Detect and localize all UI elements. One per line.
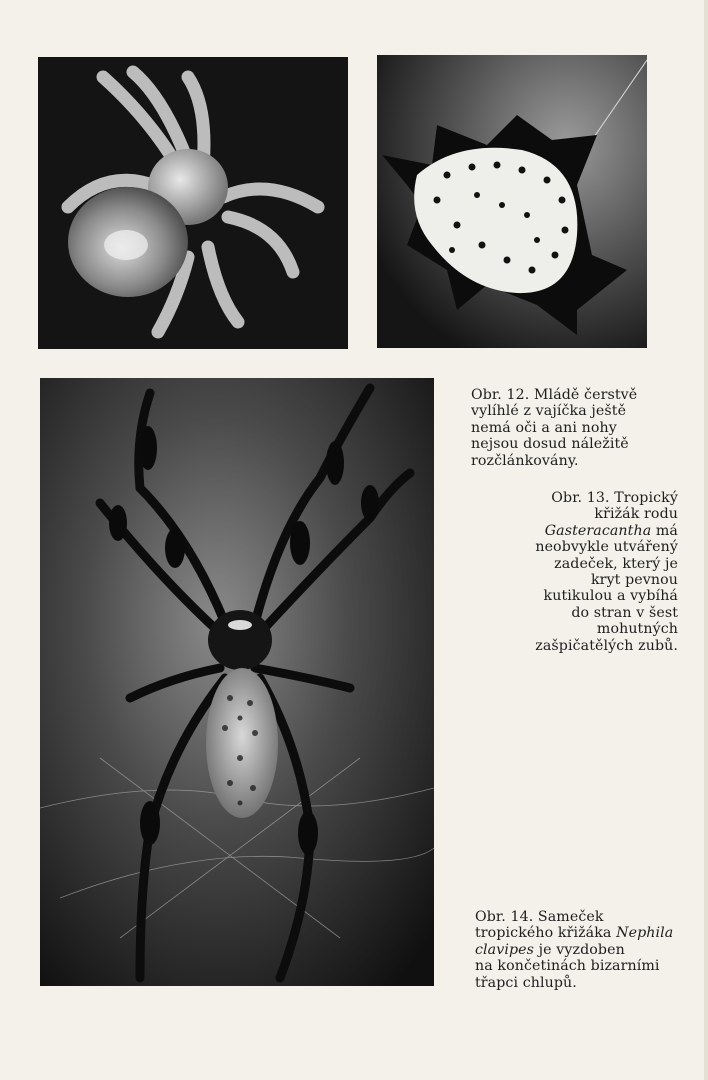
caption-line: rozčlánkovány.: [471, 452, 579, 469]
caption-line-species: clavipes je vyzdoben: [475, 941, 625, 958]
caption-line: nejsou dosud náležitě: [471, 436, 629, 453]
caption-line: Obr. 14. Sameček: [475, 909, 604, 925]
caption-line: tropického křižáka Nephila: [475, 925, 674, 942]
figure-12-photo: [38, 57, 348, 349]
caption-line-genus: Gasteracantha má: [544, 522, 678, 539]
caption-line: kutikulou a vybíhá: [543, 588, 678, 605]
figure-13-photo: [377, 55, 647, 348]
caption-line: Obr. 12. Mládě čerstvě: [471, 387, 638, 403]
caption-line: Obr. 13. Tropický: [551, 490, 678, 506]
caption-line: mohutných: [596, 621, 678, 638]
figure-14-photo: [40, 378, 434, 986]
caption-line: vylíhlé z vajíčka ještě: [471, 403, 627, 420]
figure-12-caption: [471, 387, 637, 469]
figure-14-caption: [475, 909, 673, 991]
caption-line: zašpičatělých zubů.: [535, 637, 678, 654]
caption-line: na končetinách bizarními: [475, 958, 660, 975]
juvenile-spider-image: [38, 57, 348, 349]
figure-13-caption: [535, 490, 678, 654]
caption-line: neobvykle utvářený: [535, 539, 678, 556]
page-edge: [704, 0, 708, 1080]
caption-line: zadeček, který je: [554, 555, 678, 572]
caption-line: do stran v šest: [571, 604, 678, 621]
nephila-spider-image: [40, 378, 434, 986]
caption-line: kryt pevnou: [590, 572, 678, 589]
caption-line: nemá oči a ani nohy: [471, 419, 617, 436]
caption-line: křižák rodu: [594, 506, 678, 523]
gasteracantha-spider-image: [377, 55, 647, 348]
caption-line: třapci chlupů.: [475, 974, 577, 991]
